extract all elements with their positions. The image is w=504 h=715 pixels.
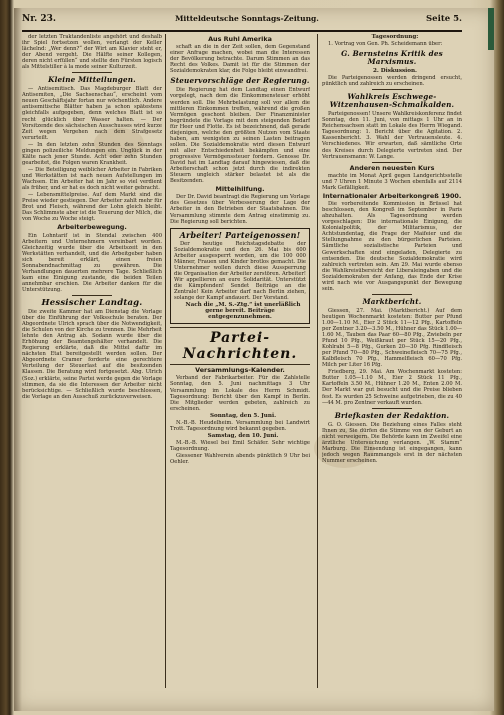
article-text: Die vorbereitende Kommission in Brüssel hat beschlossen, den Kongreß im September in Paris abzuhalten. Als Tagesordnung werden vorgeschlagen: Die internationale Einigung, die Kolonialpolitik, der Militarismus, der Achtstundentag, die Frage der Maifeier und die Stellungnahme zu den bürgerlichen Parteien. Sämtliche sozialistische Parteien und Gewerkschaften sind eingeladen, Delegierte zu entsenden. Die deutsche Sozialdemokratie wird zahlreich vertreten sein. Am 29. Mai wurde ebenso die Wahlkreisübersicht der Liberaleingaben und die Sozialdemokraten der Anfang, das Ende der Krise wird nach wie vor Ausgangspunkt der Bewegung sein. [322, 201, 462, 292]
appeal-footer: Nach die „M. S.-Ztg.“ ist unerläßlich gerne bereit. Beiträge entgegenzunehmen. [185, 302, 301, 321]
separator [72, 295, 112, 296]
section-heading-large: Partei-Nachrichten. [182, 330, 298, 363]
column-divider [317, 34, 318, 688]
column-2 [170, 34, 310, 688]
column-3 [322, 34, 462, 688]
section-heading: Aus Ruhl Amerika [208, 35, 272, 43]
separator [170, 364, 310, 365]
issue-number: Nr. 23. [22, 14, 57, 24]
section-heading: Wahlkreis Eschwege-Witzenhausen-Schmalkalden. [329, 92, 455, 110]
market-report: Friedberg, 29. Mai. Am Wochenmarkt kosteten: Butter 1.05—1.10 M., Eier 2 Stück 11 Pfg., Kartoffeln 3.50 M., Hühner 1.20 M., Enten 2.00 M. Der Markt war gut besucht und die Preise blieben fest. Es wurden 25 Schweine aufgetrieben, die zu 40—44 M. pro Zentner verkauft wurden. [322, 369, 462, 406]
newspaper-title: Mitteldeutsche Sonntags-Zeitung. [175, 14, 319, 23]
separator [72, 72, 112, 73]
section-heading: Marktbericht. [362, 296, 422, 306]
column-divider [165, 34, 166, 688]
separator [372, 294, 412, 295]
agenda-line: 1. Vortrag von Gen. Ph. Scheidemann über: [328, 41, 443, 48]
article-text: Parteigenossen! Unsere Wahlkreiskonferenz findet Sonntag, den 11. Juni, von mittags 1 Uhr an in Reichensachsen statt im Lokale des Herrn Wiegand. Tagesordnung: 1. Bericht über die Agitation. 2. Kassenbericht. 3. Wahl der Vertrauensleute. 4. Verschiedenes. Wir erwarten, daß sämtliche Orte des Kreises durch Delegierte vertreten sind. Der Vertrauensmann: W. Lange. [322, 111, 462, 160]
article-text: der letzten Traktandenliste angehört und deshalb ihr Spiel fortsetzen wollen, verlangt der Keller lächelnd: „Wer denn?“ der Wirt am Klavier steht er, der Abend vergeht. Die Hälfte seiner Kollegen, deren nicht erfüllen“ und stellte den Fürsten logisch als Mittelstiller à la mode seiner Kulturzeit. [22, 34, 162, 71]
section-heading: Kleine Mitteilungen. [48, 75, 136, 85]
article-text: Die Parteigenossen werden dringend ersucht, pünktlich und zahlreich zu erscheinen. [322, 75, 462, 88]
article-text: Die zweite Kammer hat am Dienstag die Vorlage über die Einführung der Volksschule beraten. Der Abgeordnete Ulrich sprach über die Notwendigkeit, die Schulen von der Kirche zu trennen. Die Mehrheit lehnte den Antrag ab. Sodann wurde über die Erhöhung der Beamtengehälter verhandelt. Die Regierung erklärte, daß die Mittel dafür im nächsten Etat bereitgestellt werden sollen. Der Abgeordnete Cramer forderte eine gerechtere Verteilung der Steuerlast auf die besitzenden Klassen. Die Beratung wird fortgesetzt. Abg. Ulrich (Soz.) erklärte, seine Partei werde gegen die Vorlage stimmen, da sie die Interessen der Arbeiter nicht berücksichtige. — Schließlich wurde beschlossen, die Vorlage an den Ausschuß zurückzuverweisen. [22, 308, 162, 400]
section-heading: Briefkasten der Redaktion. [334, 410, 450, 420]
page-number: Seite 5. [426, 14, 462, 24]
article-text: machte im Monat April gegen Landgerichtsstelle und 7 Uhren 1 Minute 3 Wochen ebenfalls auf 2114 Mark Gefälligkeit. [322, 172, 462, 191]
news-item: — Die Beteiligung weiblicher Arbeiter in Fabriken und Werkstätten ist nach neuen Aufstellungen im Wachsen. Ein Arbeiter hat im Jahr so viel verdient als früher, und er hat es doch nicht weiter gebracht. [22, 166, 162, 192]
appeal-title: Arbeiter! Parteigenossen! [179, 229, 301, 240]
section-heading: Steuervorschläge der Regierung. [170, 76, 310, 86]
column-1 [22, 34, 162, 688]
section-heading: Versammlungs-Kalender. [195, 366, 285, 375]
section-heading: Arbeiterbewegung. [57, 223, 127, 232]
section-heading: Hessischer Landtag. [41, 297, 143, 308]
calendar-entry: Giessener Wahlverein abends pünktlich 9 Uhr bei Oehler. [170, 453, 310, 466]
calendar-date: Samstag, den 10. Juni. [207, 432, 279, 439]
article-text: schaft an die in der Zeit sollen, dem Gegenstand einer Anfrage machen, wobei man die Interessen der Bevölkerung betrachte. Darum Stimmen an das Recht des Volkes. Damit ist für die Stimmen der Sozialdemokraten klar, die Folge bleibt einwandfrei. [170, 44, 310, 75]
separator [372, 89, 412, 90]
article-text: Der Dr. David beantragt die Regierung um Vorlage des Gesetzes über Verbesserung der Lage der Arbeiter in den Betrieben der Staatsbahnen. Die Versammlung stimmte dem Antrag einstimmig zu. Die Regierung soll berichten. [170, 194, 310, 225]
calendar-entry: Verband der Fabrikarbeiter. Für die Zahlstelle Sonntag, den 5. Juni nachmittags 3 Uhr Versammlung im Lokale des Herrn Schmidt. Tagesordnung: Bericht über den Kampf in Berlin. Die Mitglieder werden gebeten, zahlreich zu erscheinen. [170, 375, 310, 412]
calendar-date: Sonntag, den 5. Juni. [209, 412, 277, 419]
separator [372, 408, 412, 409]
section-heading: Anderen neuesten Kurs [349, 163, 435, 172]
page-header [22, 10, 462, 30]
separator [170, 327, 310, 328]
article-text: G. O. Giessen. Die Beziehung eines Falles steht Ihnen zu, Sie dürfen die Stimme von der Geburt an nicht verweigern. Die Behörde kann im Zweifel eine ärztliche Untersuchung verlangen. „W. Stamm“ Marburg. Die Einsendung ist eingegangen, kann jedoch wegen Raummangels erst in der nächsten Nummer erscheinen. [322, 421, 462, 464]
appeal-text: Der heutige Reichstagsdebatte der Sozialdemokratie und den 26. Mai bis 600 Arbeiter ausgesperrt worden, um die 100 000 Männer, Frauen und Kinder brotlos gemacht. Die Unternehmer wollen durch diese Aussperrung die Organisation der Arbeiter zerstören. Arbeiter! Wir appellieren an eure Solidarität. Unterstützt die Kämpfenden! Sendet Beiträge an die Zentrale! Kein Arbeiter darf nach Berlin ziehen, solange der Kampf andauert. Der Vorstand. [174, 240, 306, 302]
calendar-entry: N.-B.-B. Heudelheim. Versammlung bei Landwirt Trott. Tagesordnung wird bekannt gegeben. [170, 419, 310, 432]
header-rule [22, 30, 462, 32]
agenda-line: 2. Diskussion. [372, 68, 418, 75]
section-heading: Mittelhilfung. [215, 185, 265, 194]
news-item: — Antisemitisch. Das Magdeburger Blatt der Antisemiten, „Die Sachsenschau“, erscheint vom neuen Geschäftsjahr fortan nur wöchentlich. Andere antisemitische Blätter haben ja schon spätestens gleichfalls aufgegeben, denn welches Blatt ist so recht glücklich über Wasser halten. — Der Vorsitzende des sächsischen Ausschusses wird kurze Zeit wegen Vergehen nach dem Strafgesetz verurteilt. [22, 86, 162, 141]
separator [372, 162, 412, 163]
article-text: Die Regierung hat dem Landtag einen Entwurf vorgelegt, nach dem die Einkommensteuer erhöht werden soll. Die Mehrbelastung soll vor allem die mittleren Einkommen treffen, während die großen Vermögen geschont bleiben. Der Finanzminister begründete die Vorlage mit dem steigenden Bedarf für Heer und Flotte. Es ist bezeichnend, daß gerade diejenigen, welche den größten Nutzen vom Staate haben, am wenigsten zu seinen Lasten beitragen sollen. Die Sozialdemokratie wird diesen Entwurf mit aller Entschiedenheit bekämpfen und eine progressive Vermögenssteuer fordern. Genosse Dr. David hat im Landtag darauf hingewiesen, daß die Arbeiterschaft schon jetzt durch die indirekten Steuern ungleich stärker belastet ist als die Besitzenden. [170, 87, 310, 185]
lecture-title: G. Bernsteins Kritik des Marxismus. [341, 49, 443, 67]
bookmark-tab [488, 8, 494, 50]
appeal-box [170, 228, 310, 325]
calendar-entry: M.-B.-B. Wiesel bei Emil Schäfer. Sehr wichtige Tagesordnung. [170, 439, 310, 452]
news-item: — In den letzten zehn Stunden des Sonntags gingen polizeiliche Meldungen ein. Unglück in der Kälte nach jener Stunde. Acht oder zehn Stunden gearbeitet, die Folgen waren Krankheit. [22, 141, 162, 166]
agenda-label: Tagesordnung: [371, 34, 419, 40]
article-text: Ein Lohntarif ist in Stendal zwischen 400 Arbeitern und Unternehmern vereinbart worden. Gleichzeitig wurde über die Arbeitszeit in den Werkstätten verhandelt, und die Arbeitgeber haben sich bereit erklärt, einen freien Sonnabendnachmittag zu gewähren. Die Verhandlungen dauerten mehrere Tage. Schließlich kam eine Einigung zustande, die beiden Teilen annehmbar erschien. Die Arbeiter danken für die Unterstützung. [22, 232, 162, 293]
market-report: Giessen, 27. Mai. (Marktbericht.) Auf dem heutigen Wochenmarkt kosteten: Butter per Pfund 1.00—1.10 M., Eier 2 Stück 11—12 Pfg., Kartoffeln per Zentner 3.20—3.50 M., Hühner das Stück 1.00—1.60 M., Tauben das Paar 60—80 Pfg., Zwiebeln per Pfund 10 Pfg., Weißkraut per Stück 15—20 Pfg., Kohlrabi 5—8 Pfg., Gurken 20—30 Pfg. Rindfleisch per Pfund 70—80 Pfg., Schweinefleisch 70—75 Pfg., Kalbfleisch 70 Pfg., Hammelfleisch 60—70 Pfg. Milch per Liter 16 Pfg. [322, 307, 462, 369]
news-item: — Lebensmittelpreise. Auf dem Markt sind die Preise wieder gestiegen. Der Arbeiter zahlt mehr für Brot und Fleisch, während der Lohn gleich bleibt. Das Schlimmste aber ist die Teuerung der Milch, die von Woche zu Woche steigt. [22, 192, 162, 223]
section-heading: Internationaler Arbeiterkongreß 1900. [322, 191, 462, 200]
